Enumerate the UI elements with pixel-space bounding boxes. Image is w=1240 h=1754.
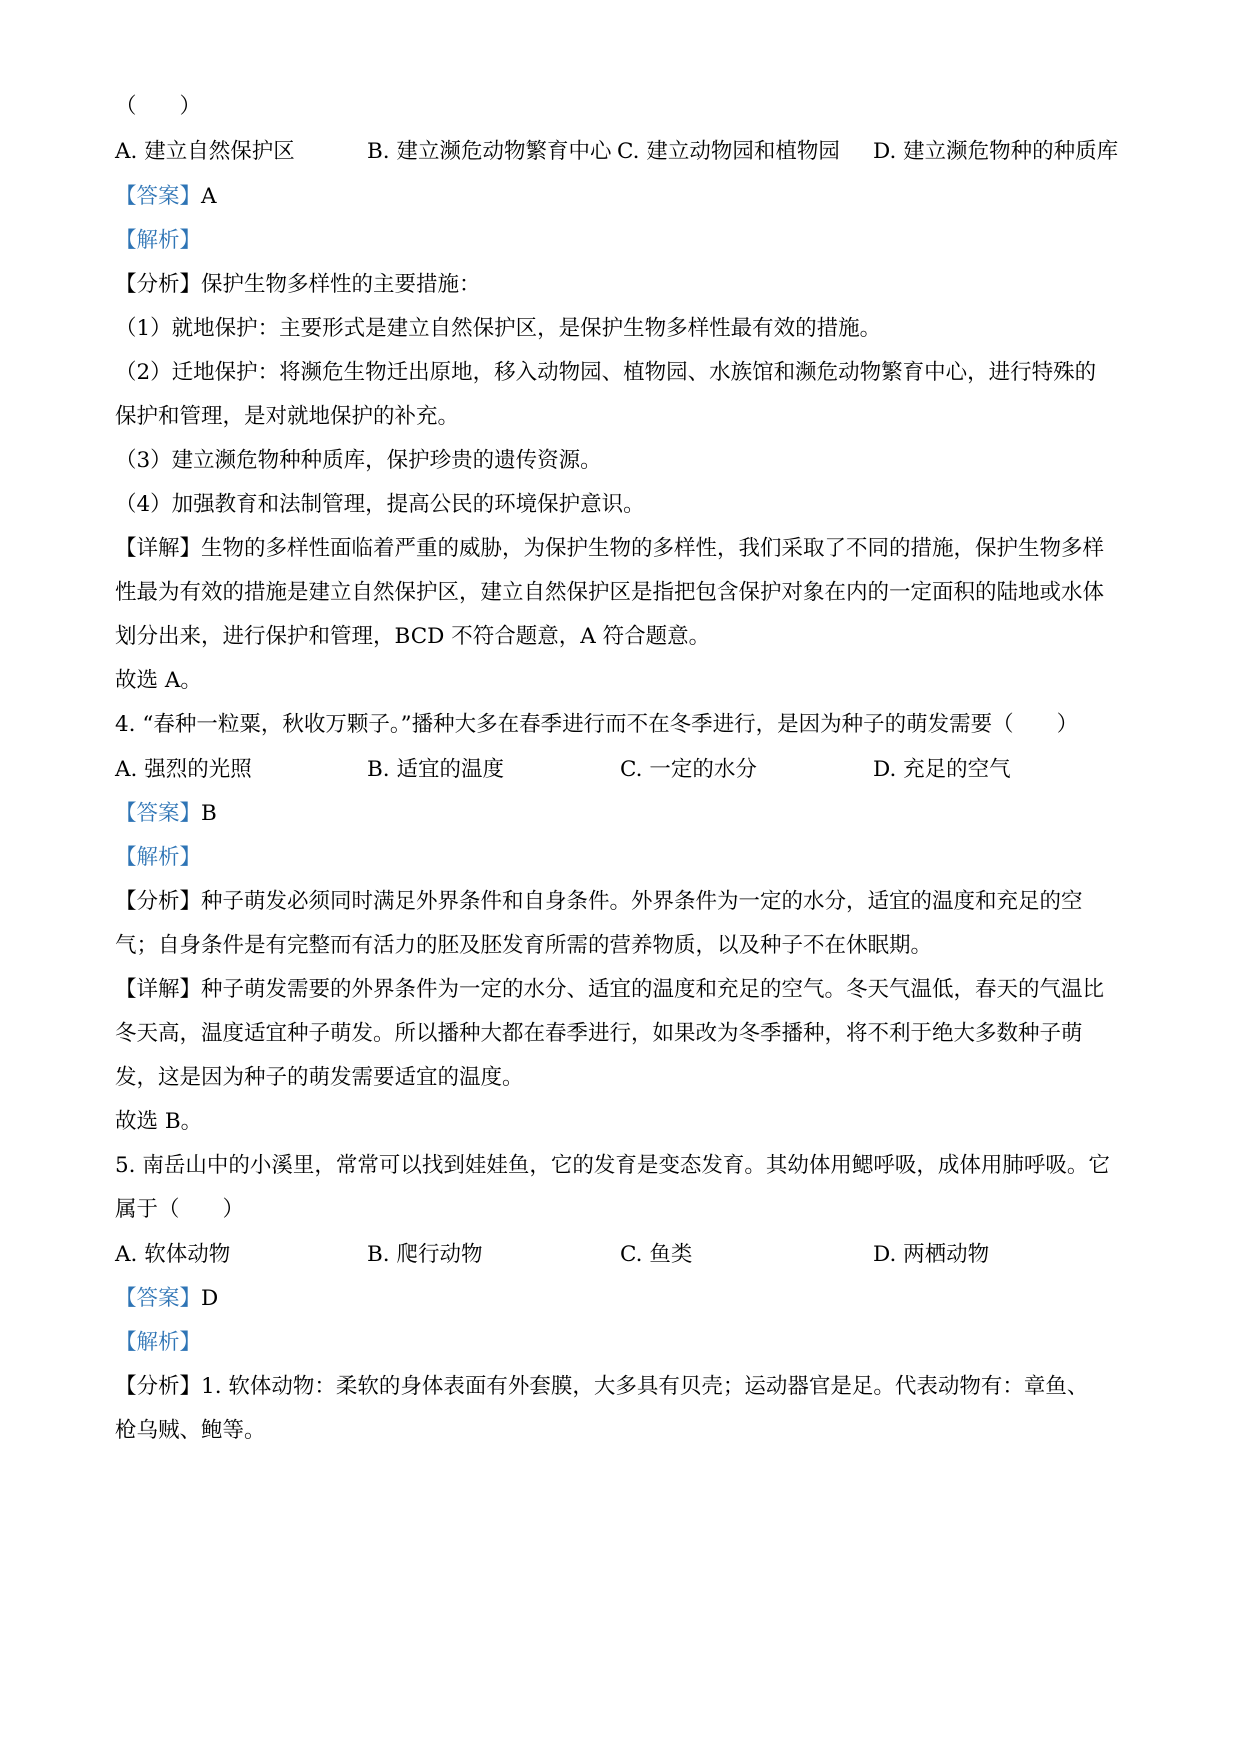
answer-tag: 【答案】 — [115, 1286, 202, 1311]
answer-value: B — [201, 801, 217, 826]
q3-stem-tail: （ ） — [115, 94, 202, 119]
q4-fenxi-2: 气；自身条件是有完整而有活力的胚及胚发育所需的营养物质，以及种子不在休眠期。 — [115, 933, 933, 958]
answer-tag: 【答案】 — [115, 801, 202, 826]
answer-value: A — [201, 184, 217, 209]
fenxi-text: 保护生物多样性的主要措施： — [201, 272, 481, 297]
fenxi-tag: 【分析】 — [115, 1374, 202, 1399]
q5-option-d: D. 两栖动物 — [873, 1242, 990, 1267]
q5-fenxi-2: 枪乌贼、鲍等。 — [115, 1418, 266, 1443]
detail-tag: 【详解】 — [115, 977, 202, 1002]
q3-answer — [115, 182, 217, 212]
q3-option-a: A. 建立自然保护区 — [115, 139, 295, 164]
q3-detail-3: 划分出来，进行保护和管理，BCD 不符合题意，A 符合题意。 — [115, 624, 711, 649]
q3-option-c: C. 建立动物园和植物园 — [617, 139, 840, 164]
q4-stem: 4. “春种一粒粟，秋收万颗子。”播种大多在春季进行而不在冬季进行，是因为种子的萌发需要（ ） — [115, 712, 1079, 737]
q5-stem-2: 属于（ ） — [115, 1197, 245, 1222]
q5-analysis-tag: 【解析】 — [115, 1330, 202, 1355]
q3-choose: 故选 A。 — [115, 668, 202, 693]
q5-option-c: C. 鱼类 — [620, 1242, 693, 1267]
q3-point-2-cont: 保护和管理，是对就地保护的补充。 — [115, 404, 460, 429]
q3-option-b: B. 建立濒危动物繁育中心 — [367, 139, 612, 164]
q4-option-b: B. 适宜的温度 — [367, 757, 504, 782]
q3-detail-1 — [115, 534, 1104, 564]
q4-detail-1 — [115, 975, 1104, 1005]
q5-answer — [115, 1284, 218, 1314]
detail-text: 种子萌发需要的外界条件为一定的水分、适宜的温度和充足的空气。冬天气温低，春天的气温比 — [201, 977, 1105, 1002]
q4-option-a: A. 强烈的光照 — [115, 757, 252, 782]
q3-point-3: （3）建立濒危物种种质库，保护珍贵的遗传资源。 — [115, 448, 602, 473]
q3-detail-2: 性最为有效的措施是建立自然保护区，建立自然保护区是指把包含保护对象在内的一定面积的陆地或水体 — [115, 580, 1105, 605]
detail-text: 生物的多样性面临着严重的威胁，为保护生物的多样性，我们采取了不同的措施，保护生物多样 — [201, 536, 1105, 561]
q5-option-a: A. 软体动物 — [115, 1242, 231, 1267]
q4-detail-3: 发，这是因为种子的萌发需要适宜的温度。 — [115, 1065, 524, 1090]
q5-option-b: B. 爬行动物 — [367, 1242, 483, 1267]
q5-stem-1: 5. 南岳山中的小溪里，常常可以找到娃娃鱼，它的发育是变态发育。其幼体用鳃呼吸，成体用肺呼吸。它 — [115, 1153, 1110, 1178]
answer-tag: 【答案】 — [115, 184, 202, 209]
detail-tag: 【详解】 — [115, 536, 202, 561]
q4-choose: 故选 B。 — [115, 1109, 203, 1134]
q4-option-c: C. 一定的水分 — [620, 757, 757, 782]
q3-analysis-tag: 【解析】 — [115, 228, 202, 253]
fenxi-text: 1. 软体动物：柔软的身体表面有外套膜，大多具有贝壳；运动器官是足。代表动物有：章鱼、 — [201, 1374, 1089, 1399]
q3-option-d: D. 建立濒危物种的种质库 — [873, 139, 1119, 164]
answer-value: D — [201, 1286, 219, 1311]
fenxi-text: 种子萌发必须同时满足外界条件和自身条件。外界条件为一定的水分，适宜的温度和充足的空 — [201, 889, 1083, 914]
q3-fenxi — [115, 270, 481, 300]
q4-option-d: D. 充足的空气 — [873, 757, 1011, 782]
q4-answer — [115, 799, 217, 829]
q4-fenxi-1 — [115, 887, 1083, 917]
q3-point-4: （4）加强教育和法制管理，提高公民的环境保护意识。 — [115, 492, 645, 517]
q5-fenxi-1 — [115, 1372, 1088, 1402]
q3-point-2: （2）迁地保护：将濒危生物迁出原地，移入动物园、植物园、水族馆和濒危动物繁育中心，进行特殊的 — [115, 360, 1097, 385]
fenxi-tag: 【分析】 — [115, 889, 202, 914]
q4-analysis-tag: 【解析】 — [115, 845, 202, 870]
q3-point-1: （1）就地保护：主要形式是建立自然保护区，是保护生物多样性最有效的措施。 — [115, 316, 882, 341]
q4-detail-2: 冬天高，温度适宜种子萌发。所以播种大都在春季进行，如果改为冬季播种，将不利于绝大多数种子萌 — [115, 1021, 1083, 1046]
fenxi-tag: 【分析】 — [115, 272, 202, 297]
